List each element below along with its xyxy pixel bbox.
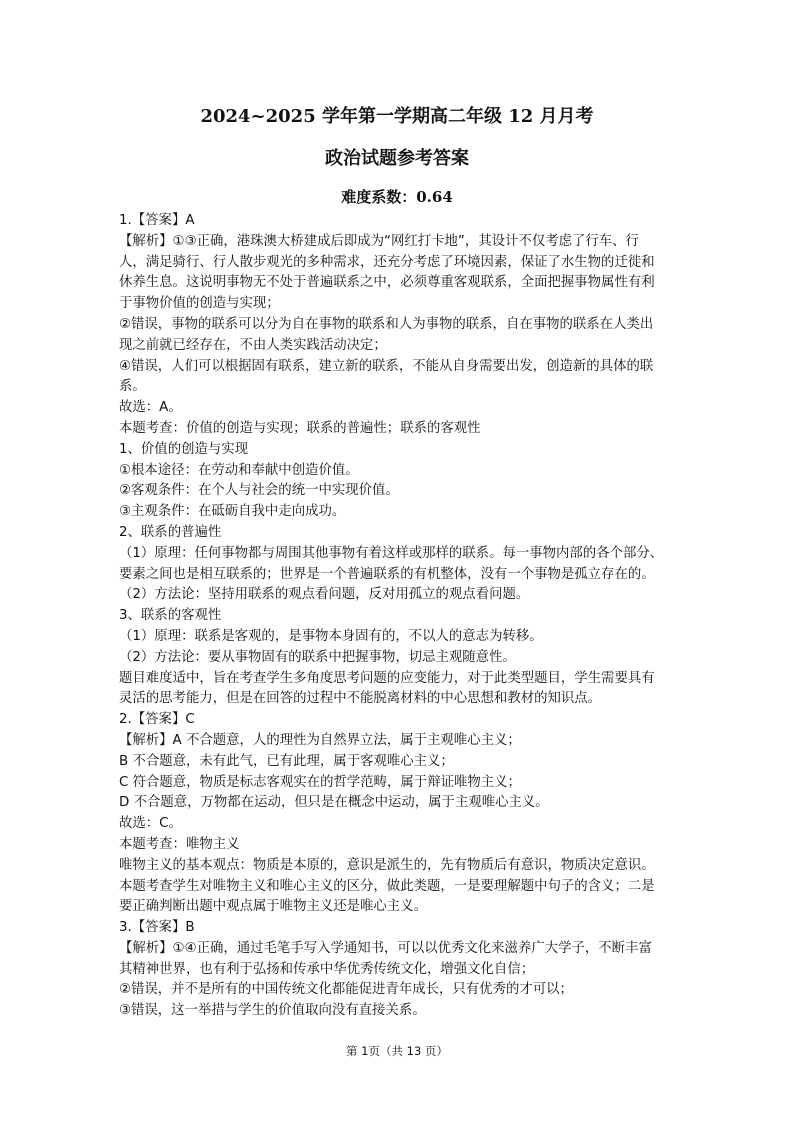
text-line: 唯物主义的基本观点：物质是本原的，意识是派生的，先有物质后有意识，物质决定意识。: [119, 857, 655, 873]
text-line: 2.【答案】C: [119, 712, 195, 728]
text-line: （2）方法论：坚持用联系的观点看问题，反对用孤立的观点看问题。: [119, 587, 530, 603]
text-line: 休养生息。这说明事物无不处于普遍联系之中，必须尊重客观联系，全面把握事物属性有利: [119, 275, 655, 291]
text-line: ③错误，这一举措与学生的价值取向没有直接关系。: [119, 1003, 426, 1019]
text-line: 2、联系的普遍性: [119, 524, 222, 540]
text-line: 故选：A。: [119, 400, 182, 416]
text-line: 要素之间也是相互联系的；世界是一个普遍联系的有机整体，没有一个事物是孤立存在的。: [119, 566, 655, 582]
text-line: 本题考查学生对唯物主义和唯心主义的区分，做此类题，一是要理解题中句子的含义；二是: [119, 878, 655, 894]
text-line: （2）方法论：要从事物固有的联系中把握事物，切忌主观随意性。: [119, 649, 516, 665]
text-line: B 不合题意，未有此气，已有此理，属于客观唯心主义；: [119, 753, 454, 769]
text-line: 1.【答案】A: [119, 213, 195, 228]
text-line: 本题考查：唯物主义: [119, 836, 240, 852]
document-title: 2024~2025 学年第一学期高二年级 12 月月考: [200, 106, 594, 127]
text-line: 【解析】①③正确，港珠澳大桥建成后即成为“网红打卡地”，其设计不仅考虑了行车、行: [119, 233, 639, 249]
text-line: ②客观条件：在个人与社会的统一中实现价值。: [119, 483, 399, 499]
text-line: 灵活的思考能力，但是在回答的过程中不能脱离材料的中心思想和教材的知识点。: [119, 691, 602, 707]
text-line: 要正确判断出题中观点属于唯物主义还是唯心主义。: [119, 899, 427, 915]
text-line: D 不合题意，万物都在运动，但只是在概念中运动，属于主观唯心主义。: [119, 795, 549, 811]
text-line: ②错误，并不是所有的中国传统文化都能促进青年成长，只有优秀的才可以；: [119, 982, 573, 998]
text-line: 现之前就已经存在，不由人类实践活动决定；: [119, 337, 387, 353]
text-line: （1）原理：联系是客观的，是事物本身固有的，不以人的意志为转移。: [119, 628, 543, 644]
page-footer: 第 1页（共 13 页）: [346, 1044, 448, 1058]
answer-body: [119, 211, 679, 1022]
text-line: 3.【答案】B: [119, 920, 195, 936]
text-line: 【解析】①④正确，通过毛笔手写入学通知书，可以以优秀文化来滋养广大学子，不断丰富: [119, 940, 652, 956]
text-line: （1）原理：任何事物都与周围其他事物有着这样或那样的联系。每一事物内部的各个部分、: [119, 545, 664, 561]
text-line: 其精神世界，也有利于弘扬和传承中华优秀传统文化，增强文化自信；: [119, 961, 535, 977]
text-line: 1、价值的创造与实现: [119, 441, 249, 457]
text-line: ②错误，事物的联系可以分为自在事物的联系和人为事物的联系，自在事物的联系在人类出: [119, 316, 654, 332]
text-line: 【解析】A 不合题意，人的理性为自然界立法，属于主观唯心主义；: [119, 732, 521, 748]
text-line: 本题考查：价值的创造与实现；联系的普遍性；联系的客观性: [119, 420, 481, 436]
text-line: ③主观条件：在砥砺自我中走向成功。: [119, 504, 346, 520]
text-line: 故选：C。: [119, 816, 182, 832]
text-line: 3、联系的客观性: [119, 608, 222, 624]
text-line: ④错误，人们可以根据固有联系，建立新的联系，不能从自身需要出发，创造新的具体的联: [119, 358, 654, 374]
difficulty-coefficient: 难度系数：0.64: [341, 188, 453, 206]
text-line: 题目难度适中，旨在考查学生多角度思考问题的应变能力，对于此类型题目，学生需要具有: [119, 670, 655, 686]
document-subtitle: 政治试题参考答案: [325, 148, 469, 169]
text-line: 于事物价值的创造与实现；: [119, 296, 280, 312]
text-line: C 符合题意，物质是标志客观实在的哲学范畴，属于辩证唯物主义；: [119, 774, 521, 790]
text-line: ①根本途径：在劳动和奉献中创造价值。: [119, 462, 359, 478]
text-line: 系。: [119, 379, 146, 395]
text-line: 人，满足骑行、行人散步观光的多种需求，还充分考虑了环境因素，保证了水生物的迁徙和: [119, 254, 655, 270]
